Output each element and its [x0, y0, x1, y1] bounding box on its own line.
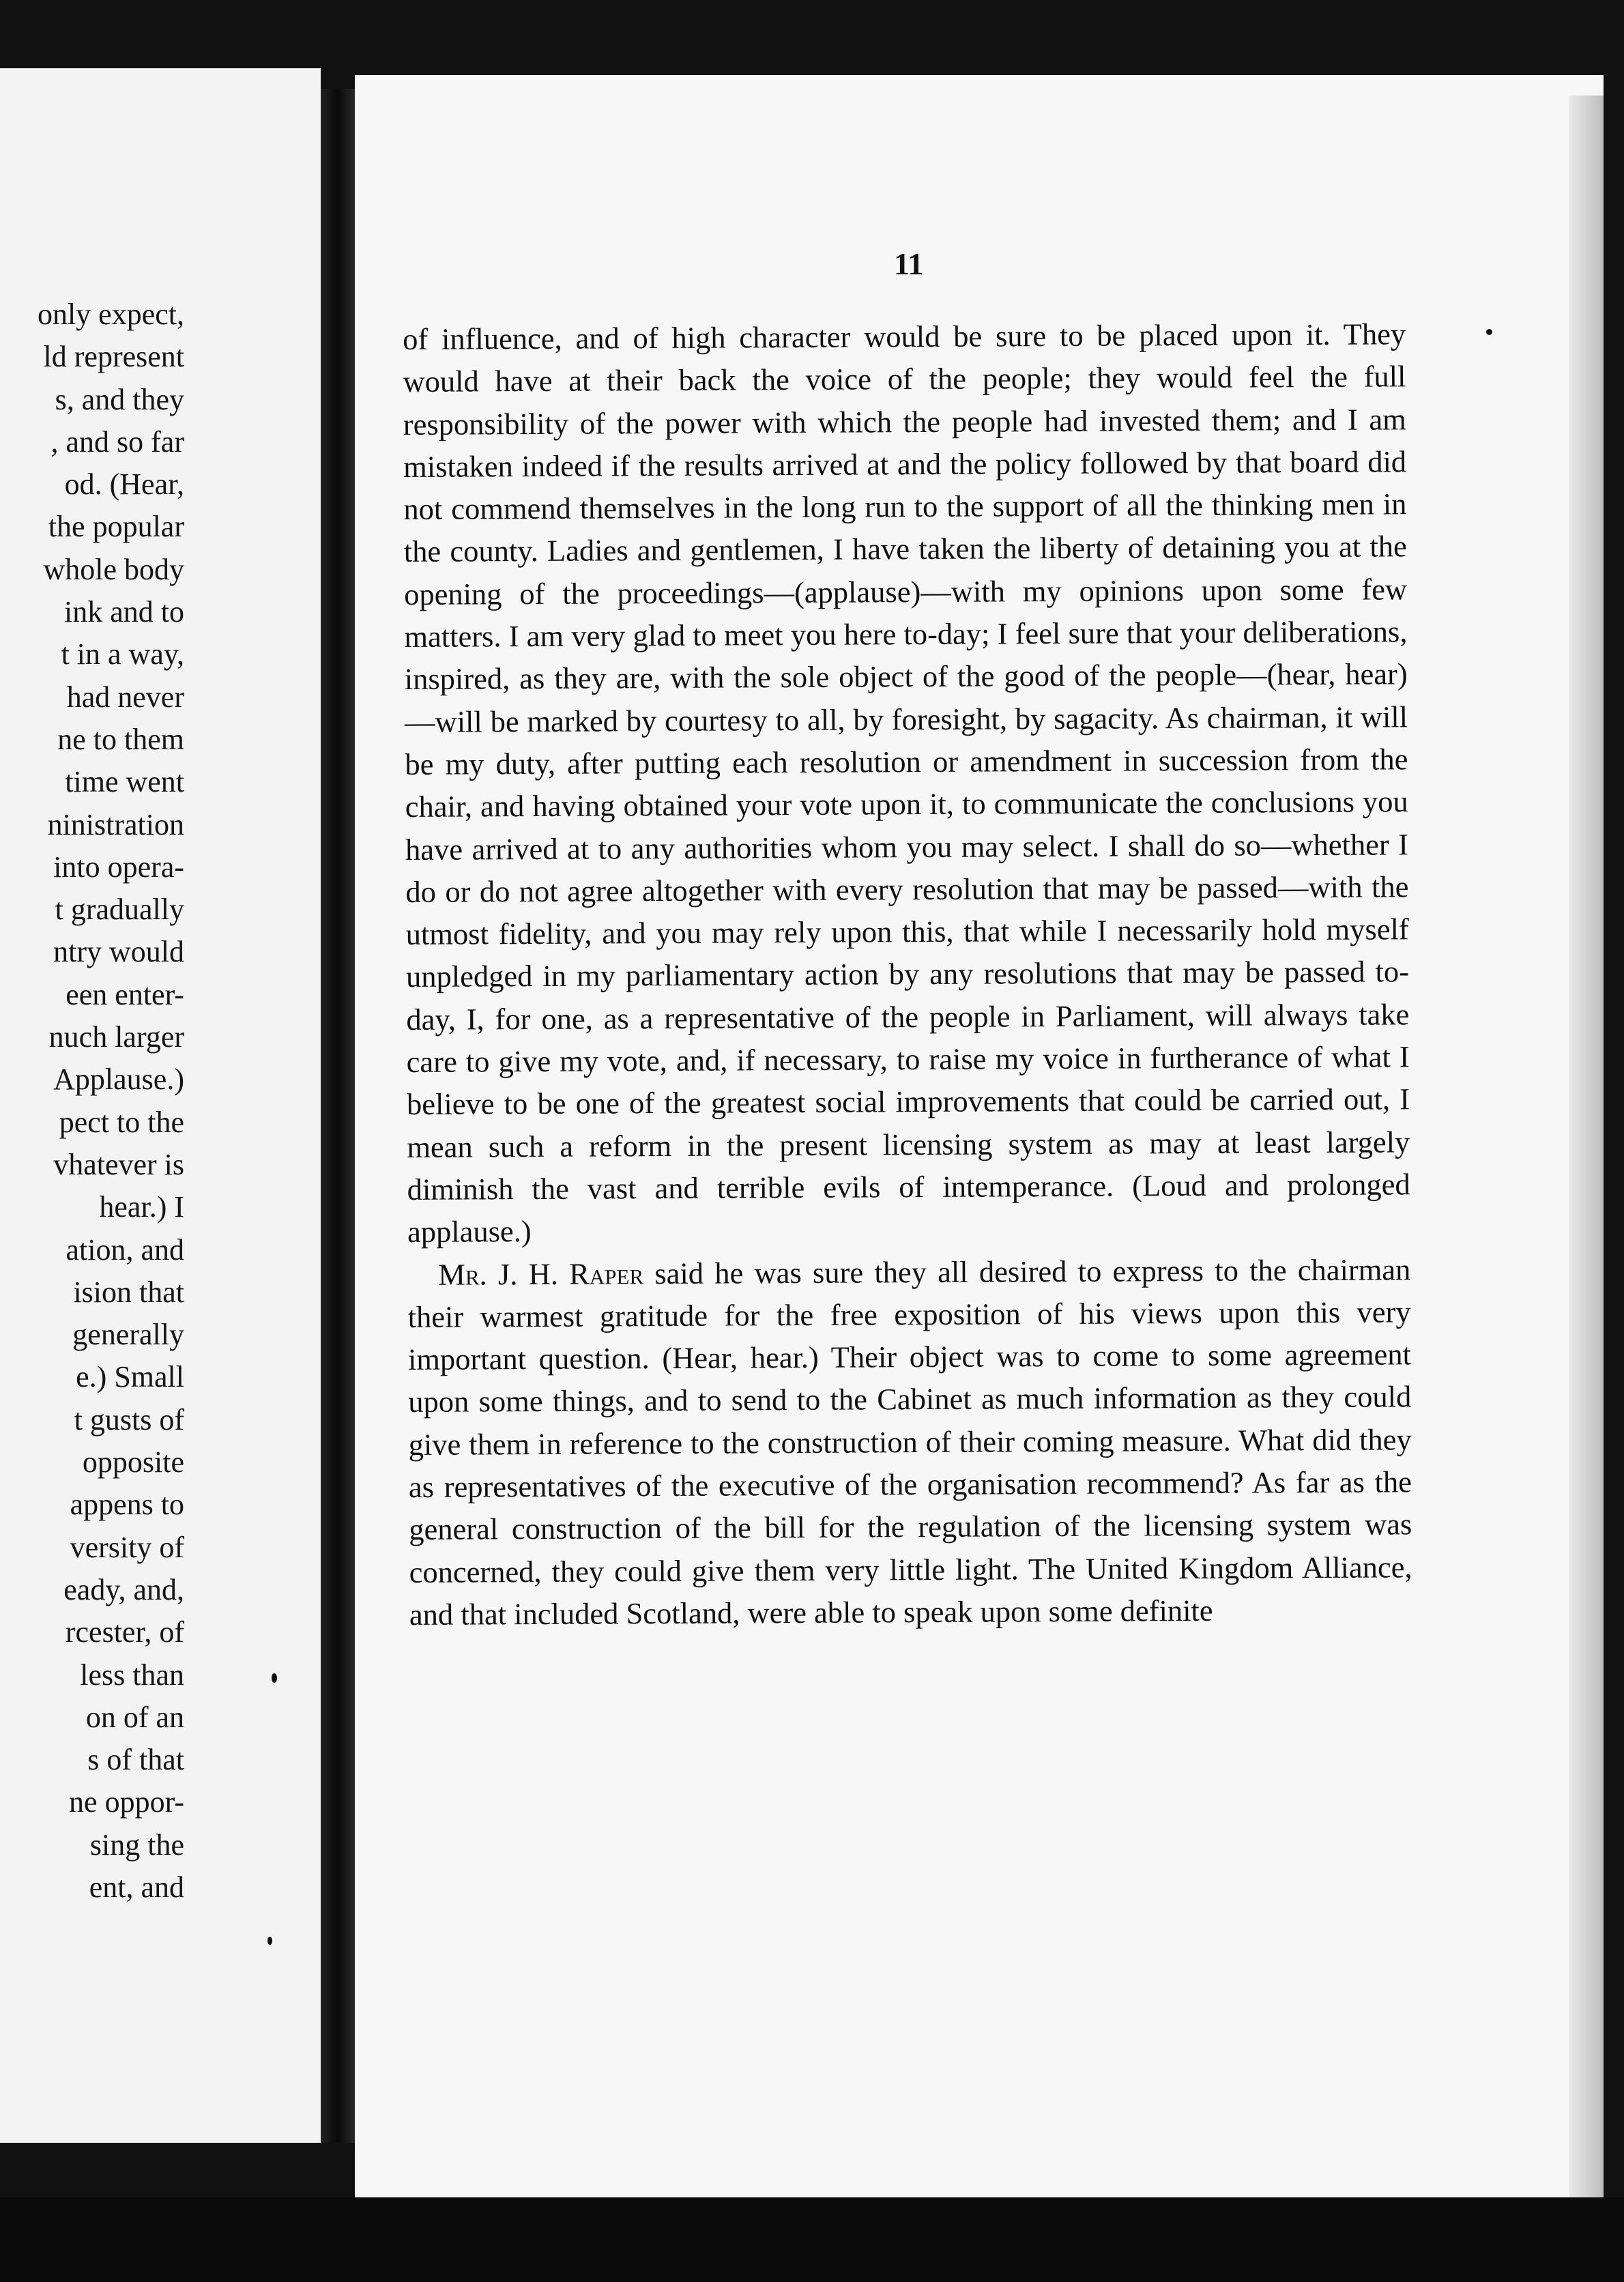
left-page-line: appens to: [70, 1488, 184, 1522]
scan-speck: [267, 1937, 272, 1945]
left-page-line: the popular: [48, 510, 184, 544]
left-page-line: ision that: [73, 1275, 184, 1309]
left-page-line: ne oppor-: [69, 1785, 184, 1819]
left-page-line: , and so far: [50, 424, 184, 459]
left-page-line: ld represent: [43, 340, 184, 374]
left-page-line: hear.) I: [99, 1190, 184, 1224]
left-page-line: rcester, of: [65, 1615, 184, 1649]
left-page-line: t gusts of: [74, 1402, 184, 1436]
left-page-line: ink and to: [64, 595, 184, 629]
scan-speck: [272, 1673, 277, 1683]
speaker-name: Mr. J. H. Raper: [438, 1256, 644, 1292]
page-number: 11: [894, 246, 924, 281]
left-page-line: od. (Hear,: [64, 467, 184, 502]
left-page-line: on of an: [85, 1700, 184, 1734]
left-page-line: into opera-: [53, 850, 184, 884]
left-page-text: [0, 293, 184, 1909]
left-page-line: whole body: [43, 552, 184, 586]
left-page-line: opposite: [82, 1445, 184, 1479]
left-page-line: pect to the: [59, 1105, 184, 1139]
left-page-line: vhatever is: [53, 1147, 184, 1181]
page-edge: [1569, 96, 1604, 2211]
book-gutter: [321, 89, 355, 2143]
paragraph-2: [407, 1248, 1412, 1636]
left-page-line: less than: [80, 1658, 184, 1692]
left-page-line: had never: [66, 680, 184, 714]
scan-border: [0, 2197, 1624, 2282]
left-page-line: nuch larger: [48, 1020, 184, 1054]
left-page-line: generally: [72, 1318, 184, 1352]
left-page-line: ation, and: [66, 1232, 184, 1267]
left-page-line: e.) Small: [76, 1360, 184, 1394]
left-page-line: een enter-: [66, 977, 184, 1011]
left-page-line: ne to them: [57, 722, 184, 756]
left-page-line: ninistration: [47, 807, 184, 841]
left-page-line: time went: [65, 765, 184, 799]
left-page-line: s, and they: [55, 382, 184, 416]
left-page-line: t in a way,: [61, 637, 184, 671]
paragraph-2-text: said he was sure they all desired to express to the chairman their warmest gratitude for the free exposition of his views upon this very important question. (Hear, hear.) Their object was to come to some agreement upon some things, and to send to the Cabinet as much information as they could give them in reference to the construction of their coming measure. What did they as representatives of the executive of the organisation recommend? As far as the general construction of the bill for the regulation of the licensing system was concerned, they could give them very little light. The United Kingdom Alliance, and that included Scotland, were able to speak upon some definite: [407, 1252, 1412, 1632]
left-page-line: t gradually: [55, 893, 184, 927]
left-page-line: sing the: [89, 1828, 184, 1862]
left-page-line: versity of: [70, 1530, 184, 1564]
left-page: [0, 68, 321, 2143]
paragraph-1: of influence, and of high character would be sure to be placed upon it. They would have at their back the voice of the people; they would feel the full responsibility of the power with which the people had invested them; and I am mistaken indeed if the results arrived at and the policy followed by that board did not commend themselves in the long run to the support of all the thinking men in the county. Ladies and gentlemen, I have taken the liberty of detaining you at the opening of the proceedings—(applause)—with my opinions upon some few matters. I am very glad to meet you here to-day; I feel sure that your deliberations, inspired, as they are, with the sole object of the good of the people—(hear, hear)—will be marked by courtesy to all, by foresight, by sagacity. As chairman, it will be my duty, after putting each resolution or amendment in succession from the chair, and having obtained your vote upon it, to communicate the conclusions you have arrived at to any authorities whom you may select. I shall do so—whether I do or do not agree altogether with every resolution that may be passed—with the utmost fidelity, and you may rely upon this, that while I necessarily hold myself unpledged in my parliamentary action by any resolutions that may be passed to-day, I, for one, as a representative of the people in Parliament, will always take care to give my vote, and, if necessary, to raise my voice in furtherance of what I believe to be one of the greatest social improvements that could be carried out, I mean such a reform in the present licensing system as may at least largely diminish the vast and terrible evils of intemperance. (Loud and prolonged applause.): [403, 317, 1410, 1250]
scan-speck: [1486, 329, 1492, 335]
left-page-line: ent, and: [89, 1870, 184, 1904]
body-text: [403, 313, 1412, 1636]
left-page-line: Applause.): [53, 1063, 184, 1097]
left-page-line: s of that: [87, 1743, 184, 1777]
left-page-line: only expect,: [37, 298, 184, 331]
left-page-line: ntry would: [53, 935, 184, 969]
left-page-line: eady, and,: [63, 1572, 184, 1606]
